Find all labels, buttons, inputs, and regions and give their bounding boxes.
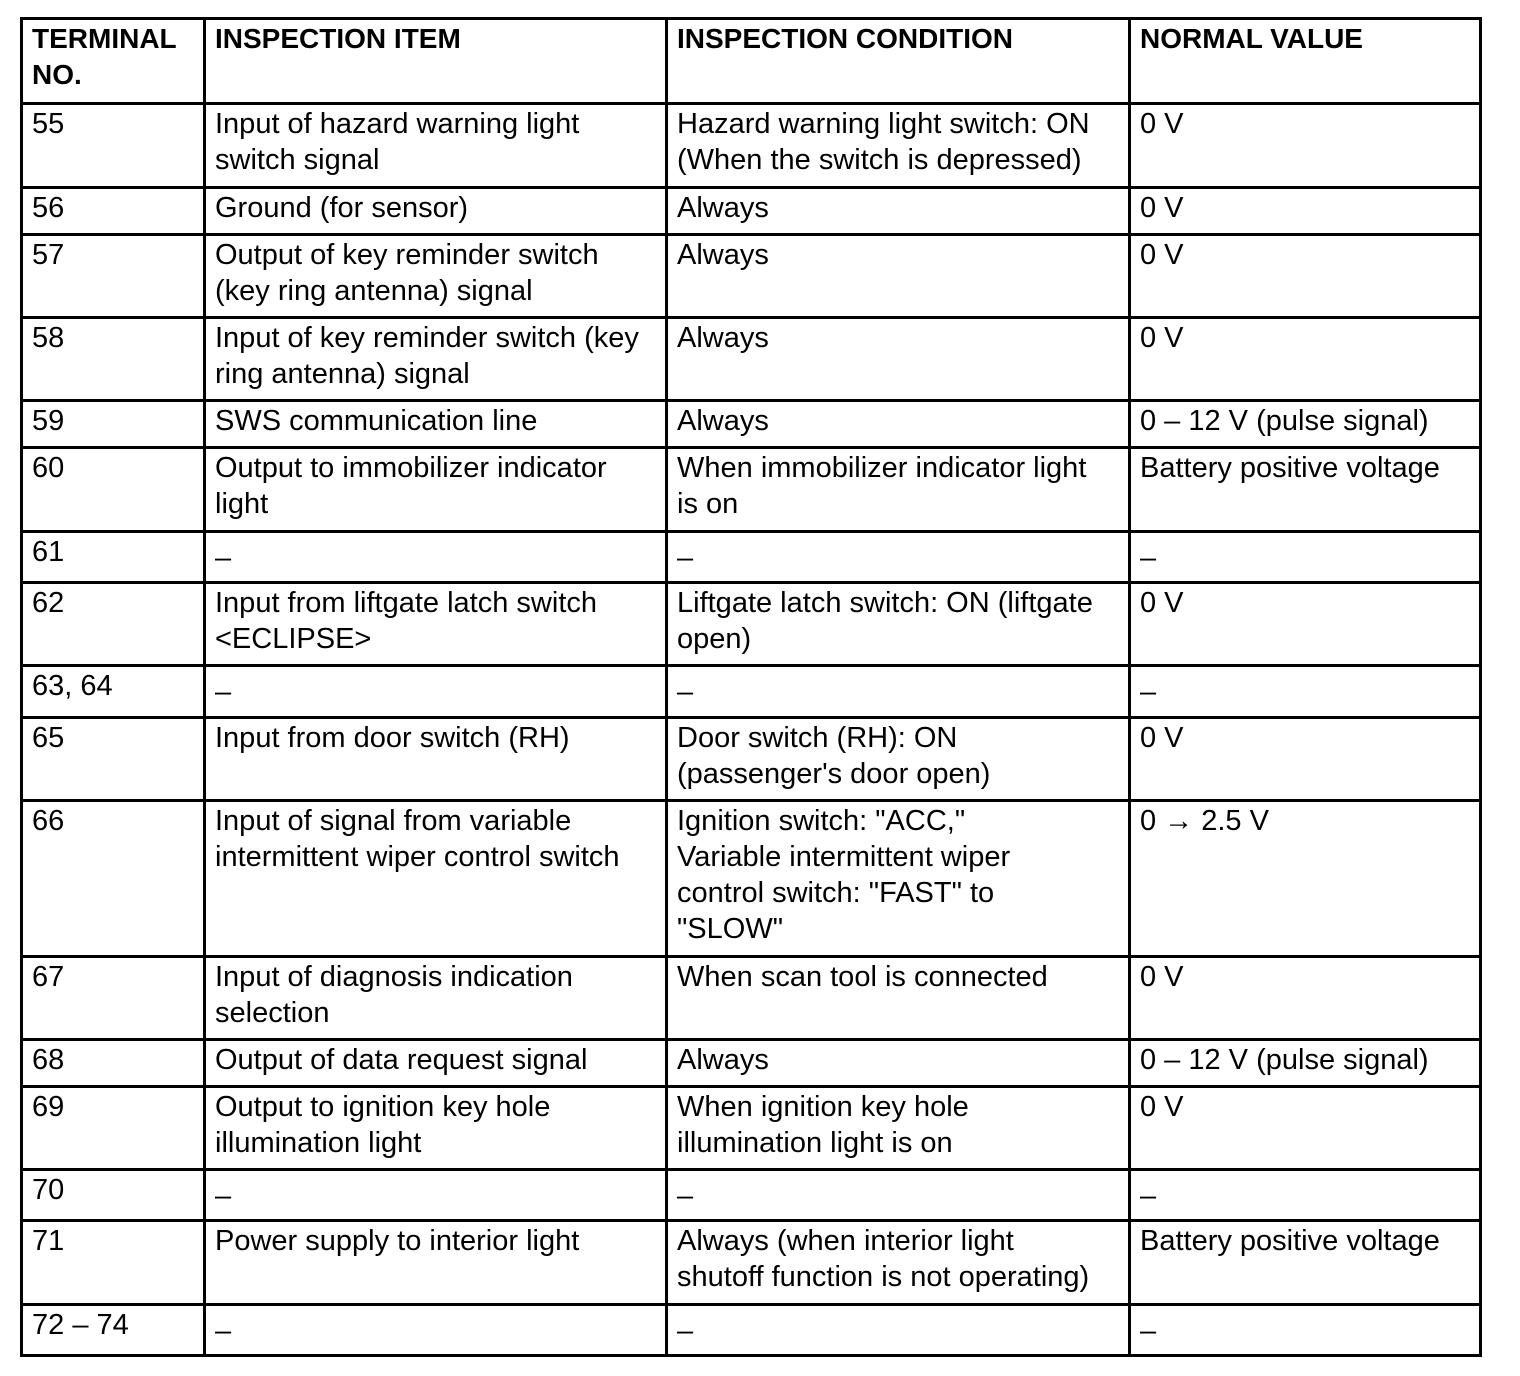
table-row [22,1040,1481,1087]
cell-value: – [1130,666,1481,718]
cell-value: 0 V [1130,104,1481,188]
cell-condition: – [667,532,1130,583]
cell-item: Input of hazard warning light switch signal [205,104,667,188]
cell-condition: Always [667,401,1130,448]
cell-item: – [205,1170,667,1221]
table-row [22,188,1481,235]
cell-item: Output of data request signal [205,1040,667,1087]
cell-terminal: 68 [22,1040,205,1087]
cell-value: 0 – 12 V (pulse signal) [1130,401,1481,448]
cell-condition: Always [667,188,1130,235]
cell-item: Output to ignition key hole illumination light [205,1087,667,1170]
cell-item: SWS communication line [205,401,667,448]
cell-terminal: 71 [22,1221,205,1305]
cell-item: – [205,1305,667,1356]
table-row [22,801,1481,957]
cell-value: 0 – 12 V (pulse signal) [1130,1040,1481,1087]
cell-condition: When scan tool is connected [667,957,1130,1040]
cell-value: 0 V [1130,957,1481,1040]
cell-condition: When ignition key hole illumination light is on [667,1087,1130,1170]
cell-value: 0 V [1130,188,1481,235]
cell-terminal: 66 [22,801,205,957]
cell-condition: When immobilizer indicator light is on [667,448,1130,532]
header-inspection-condition: INSPECTION CONDITION [667,19,1130,104]
table-row [22,1305,1481,1356]
cell-condition: Always [667,235,1130,318]
cell-condition: Ignition switch: "ACC," Variable intermittent wiper control switch: "FAST" to "SLOW" [667,801,1130,957]
cell-item: Input from door switch (RH) [205,718,667,801]
cell-condition: Always [667,318,1130,401]
cell-terminal: 70 [22,1170,205,1221]
header-normal-value: NORMAL VALUE [1130,19,1481,104]
cell-item: Input of signal from variable intermittent wiper control switch [205,801,667,957]
table-row [22,104,1481,188]
cell-value: 0 V [1130,583,1481,666]
header-inspection-item: INSPECTION ITEM [205,19,667,104]
cell-condition: – [667,1305,1130,1356]
cell-condition: – [667,1170,1130,1221]
cell-terminal: 60 [22,448,205,532]
cell-terminal: 69 [22,1087,205,1170]
cell-terminal: 59 [22,401,205,448]
table-row [22,583,1481,666]
cell-value: – [1130,532,1481,583]
cell-value: 0 V [1130,235,1481,318]
cell-terminal: 62 [22,583,205,666]
cell-terminal: 63, 64 [22,666,205,718]
cell-item: – [205,532,667,583]
cell-value: – [1130,1305,1481,1356]
cell-terminal: 65 [22,718,205,801]
table-row [22,1087,1481,1170]
cell-item: Input of diagnosis indication selection [205,957,667,1040]
cell-terminal: 61 [22,532,205,583]
cell-value: 0 V [1130,718,1481,801]
cell-terminal: 57 [22,235,205,318]
table-row [22,1170,1481,1221]
cell-condition: Door switch (RH): ON (passenger's door open) [667,718,1130,801]
cell-item: – [205,666,667,718]
cell-item: Output of key reminder switch (key ring antenna) signal [205,235,667,318]
table-row [22,401,1481,448]
cell-item: Output to immobilizer indicator light [205,448,667,532]
terminal-inspection-table [20,17,1482,1357]
table-row [22,666,1481,718]
table-row [22,718,1481,801]
cell-value: 0 → 2.5 V [1130,801,1481,957]
cell-terminal: 58 [22,318,205,401]
cell-item: Input from liftgate latch switch <ECLIPSE> [205,583,667,666]
cell-value: 0 V [1130,318,1481,401]
cell-terminal: 56 [22,188,205,235]
cell-condition: Liftgate latch switch: ON (liftgate open) [667,583,1130,666]
table-row [22,532,1481,583]
cell-terminal: 72 – 74 [22,1305,205,1356]
cell-condition: Always (when interior light shutoff function is not operating) [667,1221,1130,1305]
cell-terminal: 55 [22,104,205,188]
cell-value: 0 V [1130,1087,1481,1170]
table-row [22,1221,1481,1305]
cell-value: Battery positive voltage [1130,448,1481,532]
cell-condition: Always [667,1040,1130,1087]
header-row [22,19,1481,104]
cell-item: Power supply to interior light [205,1221,667,1305]
table-row [22,957,1481,1040]
header-terminal-no: TERMINAL NO. [22,19,205,104]
cell-item: Input of key reminder switch (key ring antenna) signal [205,318,667,401]
table-row [22,235,1481,318]
table-row [22,318,1481,401]
cell-condition: Hazard warning light switch: ON (When the switch is depressed) [667,104,1130,188]
cell-value: – [1130,1170,1481,1221]
cell-terminal: 67 [22,957,205,1040]
table-row [22,448,1481,532]
terminal-inspection-table-container [20,17,1482,1357]
cell-value: Battery positive voltage [1130,1221,1481,1305]
cell-item: Ground (for sensor) [205,188,667,235]
cell-condition: – [667,666,1130,718]
